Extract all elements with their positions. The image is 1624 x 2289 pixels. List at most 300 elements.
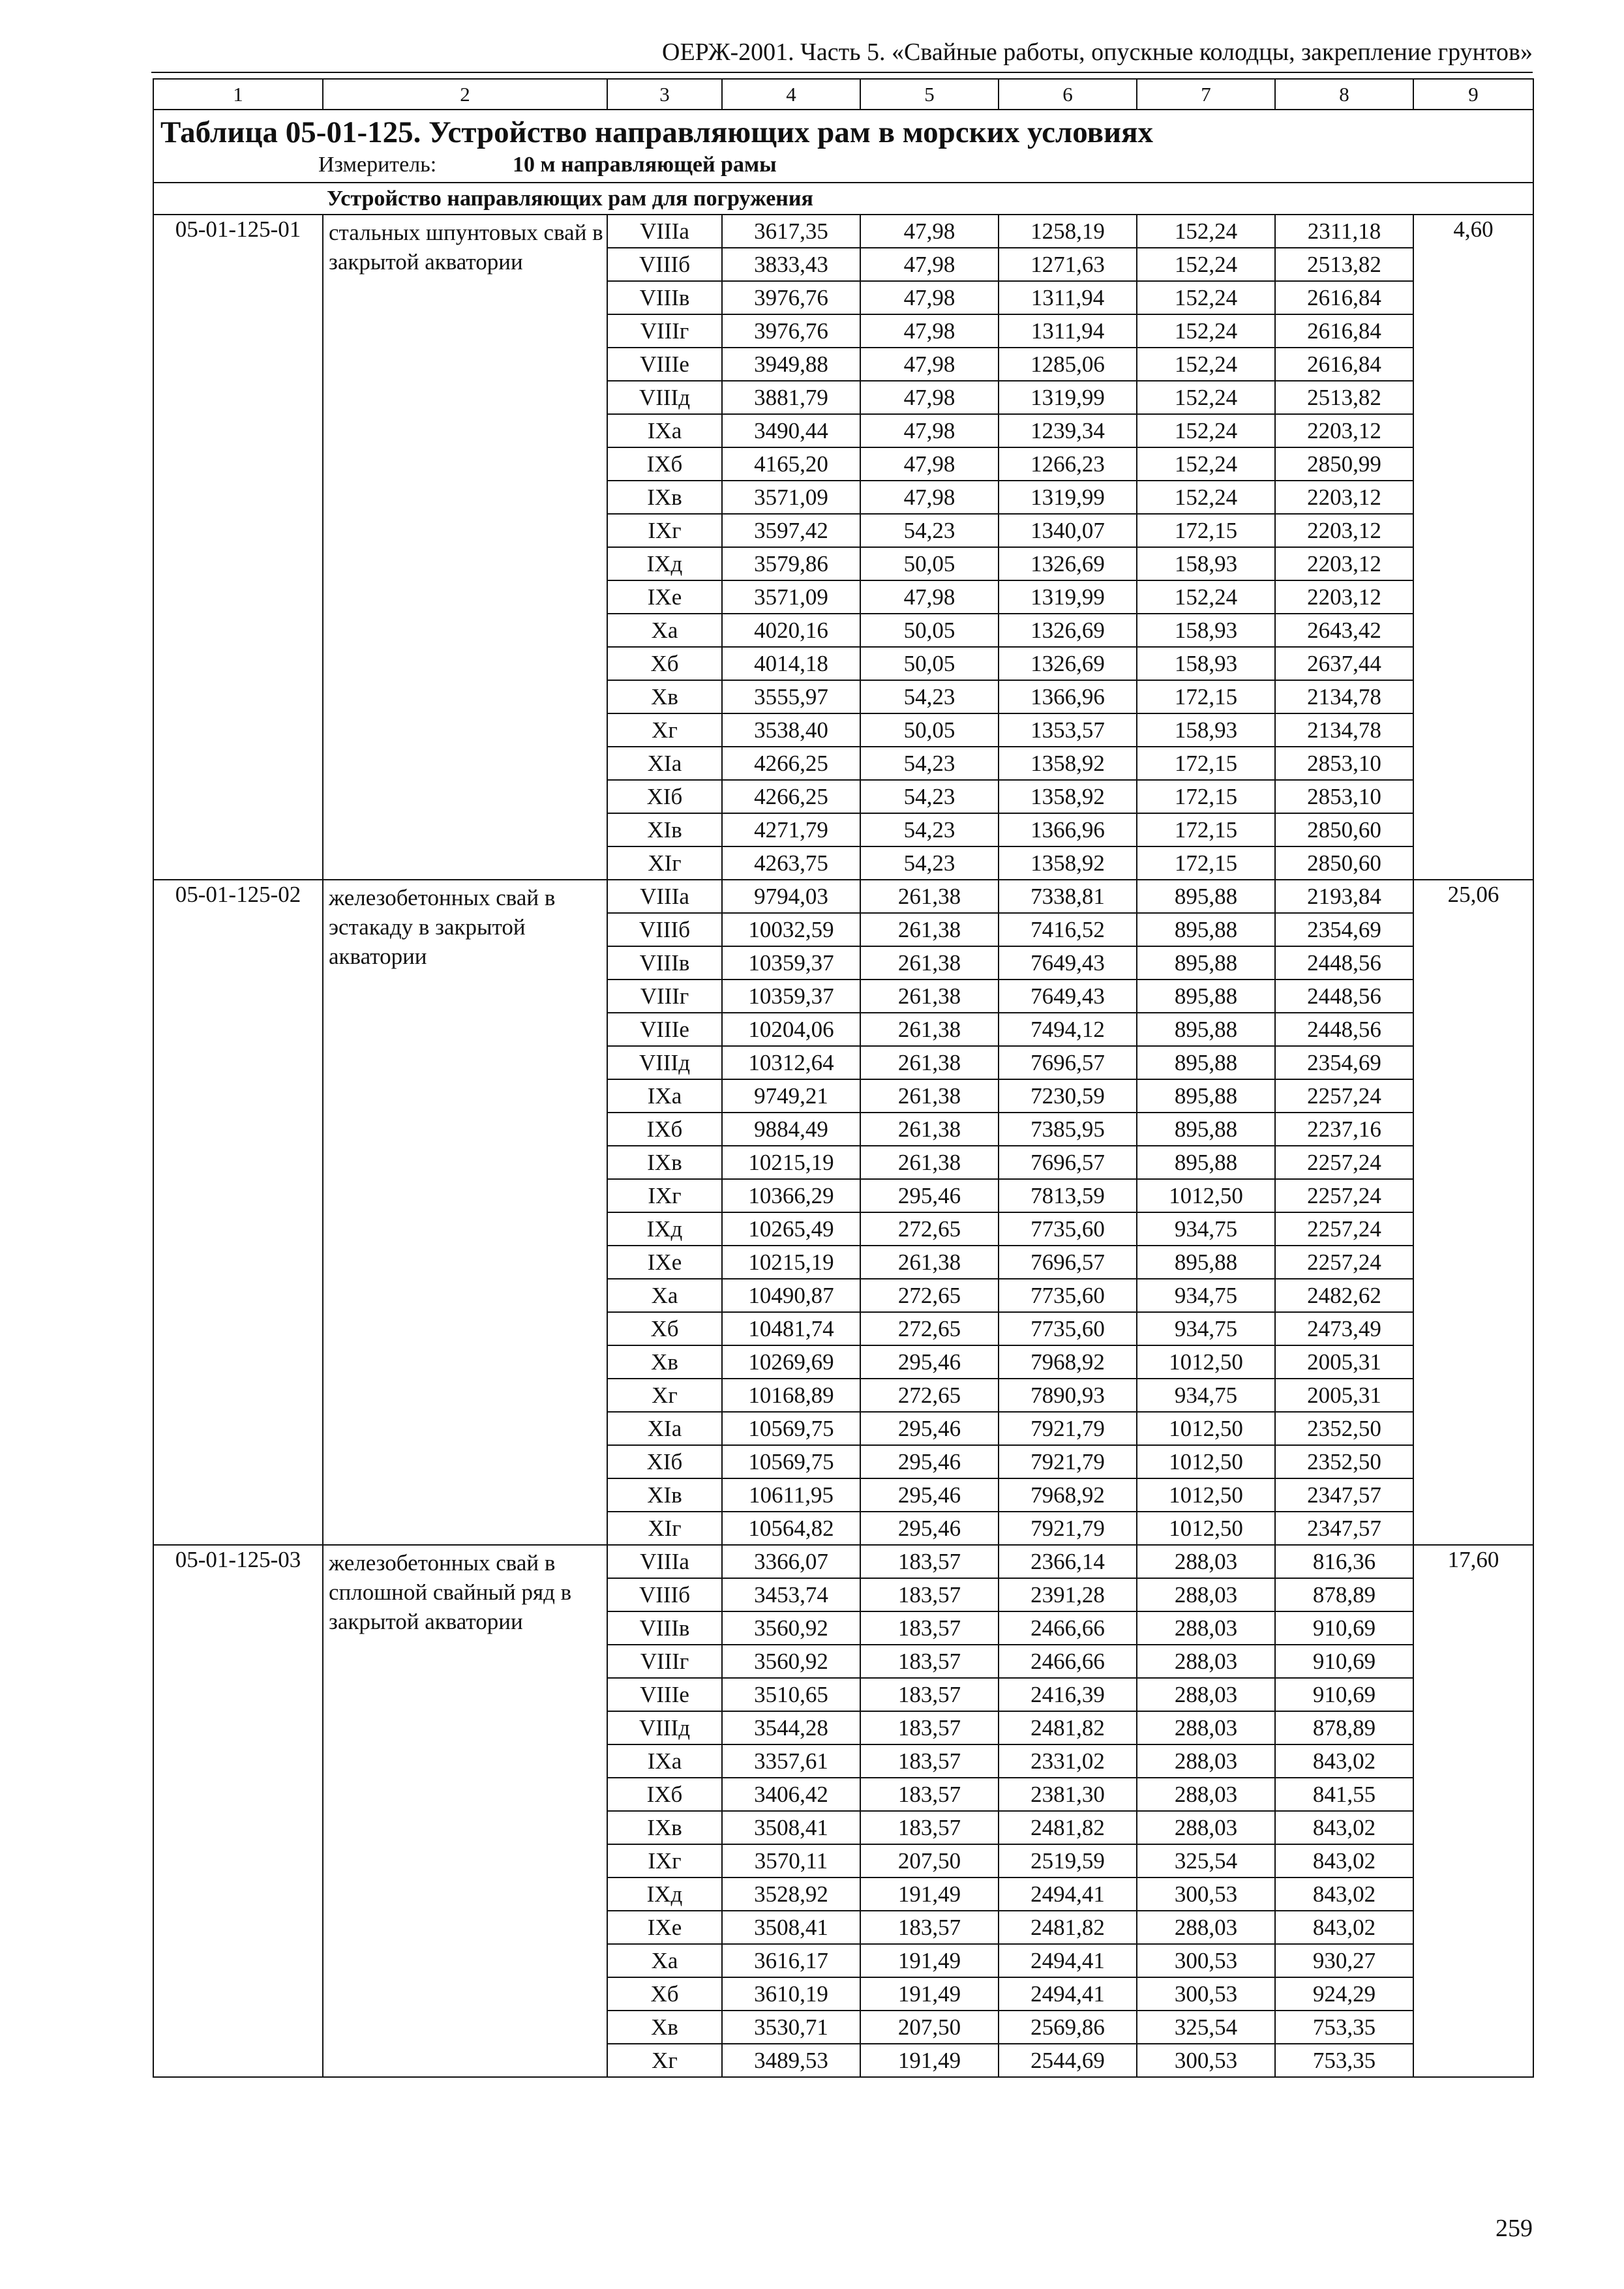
wages-cell: 183,57 — [860, 1611, 999, 1645]
zone-cell: IXг — [607, 1179, 722, 1212]
materials-cell: 2352,50 — [1275, 1445, 1413, 1478]
zone-cell: IXб — [607, 447, 722, 481]
zone-cell: XIа — [607, 747, 722, 780]
machines-cell: 1271,63 — [999, 248, 1137, 281]
price-total-cell: 10359,37 — [722, 980, 860, 1013]
machines-cell: 7696,57 — [999, 1046, 1137, 1079]
price-total-cell: 3510,65 — [722, 1678, 860, 1711]
price-total-cell: 3579,86 — [722, 547, 860, 580]
wages-cell: 272,65 — [860, 1312, 999, 1345]
machines-cell: 7735,60 — [999, 1312, 1137, 1345]
machinist-wages-cell: 172,15 — [1137, 813, 1275, 846]
machinist-wages-cell: 152,24 — [1137, 348, 1275, 381]
materials-cell: 843,02 — [1275, 1878, 1413, 1911]
wages-cell: 54,23 — [860, 680, 999, 713]
materials-cell: 878,89 — [1275, 1578, 1413, 1611]
machinist-wages-cell: 288,03 — [1137, 1578, 1275, 1611]
labor-rate-cell: 17,60 — [1413, 1545, 1533, 2077]
zone-cell: VIIIг — [607, 980, 722, 1013]
description-cell: стальных шпунтовых свай в закрытой акватории — [323, 215, 607, 880]
price-total-cell: 3453,74 — [722, 1578, 860, 1611]
machinist-wages-cell: 158,93 — [1137, 713, 1275, 747]
machines-cell: 2569,86 — [999, 2011, 1137, 2044]
materials-cell: 2850,99 — [1275, 447, 1413, 481]
price-total-cell: 4266,25 — [722, 780, 860, 813]
zone-cell: Xг — [607, 713, 722, 747]
materials-cell: 816,36 — [1275, 1545, 1413, 1578]
materials-cell: 841,55 — [1275, 1778, 1413, 1811]
machines-cell: 1311,94 — [999, 314, 1137, 348]
column-number: 1 — [153, 79, 323, 110]
wages-cell: 50,05 — [860, 547, 999, 580]
machines-cell: 7649,43 — [999, 946, 1137, 980]
wages-cell: 54,23 — [860, 747, 999, 780]
code-cell: 05-01-125-03 — [153, 1545, 323, 2077]
wages-cell: 295,46 — [860, 1478, 999, 1512]
column-number: 5 — [860, 79, 999, 110]
machines-cell: 7735,60 — [999, 1212, 1137, 1246]
materials-cell: 2853,10 — [1275, 780, 1413, 813]
wages-cell: 207,50 — [860, 1844, 999, 1878]
price-total-cell: 3560,92 — [722, 1611, 860, 1645]
wages-cell: 183,57 — [860, 1578, 999, 1611]
measure-label: Измеритель: — [318, 153, 437, 177]
machines-cell: 1358,92 — [999, 780, 1137, 813]
price-total-cell: 3597,42 — [722, 514, 860, 547]
price-total-cell: 3560,92 — [722, 1645, 860, 1678]
materials-cell: 2616,84 — [1275, 348, 1413, 381]
zone-cell: VIIIб — [607, 1578, 722, 1611]
price-total-cell: 10269,69 — [722, 1345, 860, 1379]
machinist-wages-cell: 300,53 — [1137, 1878, 1275, 1911]
machines-cell: 7494,12 — [999, 1013, 1137, 1046]
wages-cell: 47,98 — [860, 281, 999, 314]
wages-cell: 47,98 — [860, 447, 999, 481]
materials-cell: 2616,84 — [1275, 314, 1413, 348]
materials-cell: 2853,10 — [1275, 747, 1413, 780]
machines-cell: 7649,43 — [999, 980, 1137, 1013]
price-total-cell: 3530,71 — [722, 2011, 860, 2044]
materials-cell: 2203,12 — [1275, 481, 1413, 514]
price-total-cell: 3570,11 — [722, 1844, 860, 1878]
machinist-wages-cell: 895,88 — [1137, 913, 1275, 946]
zone-cell: IXв — [607, 1146, 722, 1179]
machinist-wages-cell: 152,24 — [1137, 381, 1275, 414]
materials-cell: 2482,62 — [1275, 1279, 1413, 1312]
machines-cell: 2466,66 — [999, 1645, 1137, 1678]
zone-cell: IXв — [607, 1811, 722, 1844]
price-total-cell: 3949,88 — [722, 348, 860, 381]
machines-cell: 7696,57 — [999, 1146, 1137, 1179]
wages-cell: 261,38 — [860, 1013, 999, 1046]
machines-cell: 7968,92 — [999, 1478, 1137, 1512]
wages-cell: 272,65 — [860, 1379, 999, 1412]
machinist-wages-cell: 895,88 — [1137, 946, 1275, 980]
wages-cell: 261,38 — [860, 1113, 999, 1146]
measure-line — [160, 152, 1533, 182]
wages-cell: 47,98 — [860, 314, 999, 348]
price-total-cell: 10490,87 — [722, 1279, 860, 1312]
table-title: Таблица 05-01-125. Устройство направляющих рам в морских условиях — [160, 115, 1154, 149]
machinist-wages-cell: 288,03 — [1137, 1744, 1275, 1778]
wages-cell: 295,46 — [860, 1512, 999, 1545]
materials-cell: 2637,44 — [1275, 647, 1413, 680]
machines-cell: 1319,99 — [999, 481, 1137, 514]
materials-cell: 2257,24 — [1275, 1212, 1413, 1246]
zone-cell: Xв — [607, 2011, 722, 2044]
table-row — [153, 880, 1533, 913]
price-total-cell: 9884,49 — [722, 1113, 860, 1146]
table-row — [153, 215, 1533, 248]
materials-cell: 910,69 — [1275, 1645, 1413, 1678]
wages-cell: 261,38 — [860, 1146, 999, 1179]
wages-cell: 183,57 — [860, 1811, 999, 1844]
materials-cell: 2257,24 — [1275, 1246, 1413, 1279]
machines-cell: 1366,96 — [999, 680, 1137, 713]
machinist-wages-cell: 288,03 — [1137, 1678, 1275, 1711]
zone-cell: IXг — [607, 1844, 722, 1878]
price-total-cell: 4165,20 — [722, 447, 860, 481]
column-number: 2 — [323, 79, 607, 110]
wages-cell: 47,98 — [860, 481, 999, 514]
price-total-cell: 3976,76 — [722, 281, 860, 314]
zone-cell: Xб — [607, 1312, 722, 1345]
zone-cell: VIIIа — [607, 215, 722, 248]
materials-cell: 2257,24 — [1275, 1179, 1413, 1212]
zone-cell: IXб — [607, 1778, 722, 1811]
machinist-wages-cell: 325,54 — [1137, 2011, 1275, 2044]
machines-cell: 1239,34 — [999, 414, 1137, 447]
materials-cell: 2616,84 — [1275, 281, 1413, 314]
wages-cell: 47,98 — [860, 414, 999, 447]
materials-cell: 2347,57 — [1275, 1512, 1413, 1545]
machinist-wages-cell: 934,75 — [1137, 1379, 1275, 1412]
materials-cell: 2513,82 — [1275, 248, 1413, 281]
price-total-cell: 10359,37 — [722, 946, 860, 980]
wages-cell: 295,46 — [860, 1179, 999, 1212]
materials-cell: 910,69 — [1275, 1678, 1413, 1711]
column-number: 4 — [722, 79, 860, 110]
machinist-wages-cell: 895,88 — [1137, 880, 1275, 913]
price-total-cell: 10564,82 — [722, 1512, 860, 1545]
materials-cell: 2237,16 — [1275, 1113, 1413, 1146]
zone-cell: IXд — [607, 1878, 722, 1911]
materials-cell: 843,02 — [1275, 1911, 1413, 1944]
materials-cell: 2513,82 — [1275, 381, 1413, 414]
zone-cell: IXе — [607, 1911, 722, 1944]
price-total-cell: 4271,79 — [722, 813, 860, 846]
machinist-wages-cell: 934,75 — [1137, 1279, 1275, 1312]
wages-cell: 54,23 — [860, 780, 999, 813]
machines-cell: 7813,59 — [999, 1179, 1137, 1212]
machinist-wages-cell: 288,03 — [1137, 1545, 1275, 1578]
zone-cell: VIIIа — [607, 1545, 722, 1578]
price-total-cell: 3833,43 — [722, 248, 860, 281]
machines-cell: 1326,69 — [999, 547, 1137, 580]
machinist-wages-cell: 152,24 — [1137, 580, 1275, 614]
price-total-cell: 10569,75 — [722, 1412, 860, 1445]
materials-cell: 843,02 — [1275, 1844, 1413, 1878]
labor-rate-cell: 25,06 — [1413, 880, 1533, 1545]
price-total-cell: 3357,61 — [722, 1744, 860, 1778]
page-number: 259 — [1496, 2215, 1533, 2242]
zone-cell: IXг — [607, 514, 722, 547]
column-number: 9 — [1413, 79, 1533, 110]
section-row — [153, 183, 1533, 215]
machinist-wages-cell: 895,88 — [1137, 1146, 1275, 1179]
materials-cell: 930,27 — [1275, 1944, 1413, 1977]
price-total-cell: 3508,41 — [722, 1811, 860, 1844]
materials-cell: 2203,12 — [1275, 414, 1413, 447]
column-number: 8 — [1275, 79, 1413, 110]
machines-cell: 1319,99 — [999, 580, 1137, 614]
materials-cell: 2005,31 — [1275, 1379, 1413, 1412]
wages-cell: 261,38 — [860, 1046, 999, 1079]
materials-cell: 910,69 — [1275, 1611, 1413, 1645]
zone-cell: VIIIг — [607, 1645, 722, 1678]
machinist-wages-cell: 1012,50 — [1137, 1179, 1275, 1212]
price-total-cell: 4266,25 — [722, 747, 860, 780]
price-total-cell: 3528,92 — [722, 1878, 860, 1911]
zone-cell: VIIIд — [607, 1046, 722, 1079]
price-total-cell: 10481,74 — [722, 1312, 860, 1345]
zone-cell: VIIIа — [607, 880, 722, 913]
zone-cell: VIIIв — [607, 1611, 722, 1645]
materials-cell: 2448,56 — [1275, 946, 1413, 980]
machines-cell: 2494,41 — [999, 1944, 1137, 1977]
zone-cell: VIIIв — [607, 281, 722, 314]
wages-cell: 295,46 — [860, 1412, 999, 1445]
description-cell: железобетонных свай в сплошной свайный ряд в закрытой акватории — [323, 1545, 607, 2077]
machines-cell: 2481,82 — [999, 1711, 1137, 1744]
materials-cell: 2448,56 — [1275, 980, 1413, 1013]
price-total-cell: 3617,35 — [722, 215, 860, 248]
machinist-wages-cell: 1012,50 — [1137, 1445, 1275, 1478]
machinist-wages-cell: 158,93 — [1137, 547, 1275, 580]
materials-cell: 2448,56 — [1275, 1013, 1413, 1046]
machinist-wages-cell: 288,03 — [1137, 1778, 1275, 1811]
materials-cell: 2473,49 — [1275, 1312, 1413, 1345]
price-total-cell: 3976,76 — [722, 314, 860, 348]
machinist-wages-cell: 152,24 — [1137, 314, 1275, 348]
wages-cell: 183,57 — [860, 1778, 999, 1811]
zone-cell: IXд — [607, 547, 722, 580]
machinist-wages-cell: 895,88 — [1137, 1246, 1275, 1279]
zone-cell: Xв — [607, 680, 722, 713]
machines-cell: 1285,06 — [999, 348, 1137, 381]
price-total-cell: 10611,95 — [722, 1478, 860, 1512]
column-number: 6 — [999, 79, 1137, 110]
materials-cell: 2850,60 — [1275, 846, 1413, 880]
column-number: 7 — [1137, 79, 1275, 110]
zone-cell: VIIIе — [607, 1678, 722, 1711]
machinist-wages-cell: 300,53 — [1137, 1977, 1275, 2011]
machines-cell: 7230,59 — [999, 1079, 1137, 1113]
price-total-cell: 4263,75 — [722, 846, 860, 880]
price-total-cell: 10032,59 — [722, 913, 860, 946]
machinist-wages-cell: 288,03 — [1137, 1911, 1275, 1944]
machines-cell: 1358,92 — [999, 747, 1137, 780]
machinist-wages-cell: 172,15 — [1137, 780, 1275, 813]
materials-cell: 843,02 — [1275, 1811, 1413, 1844]
section-title: Устройство направляющих рам для погружения — [153, 183, 1533, 215]
wages-cell: 54,23 — [860, 846, 999, 880]
price-total-cell: 10312,64 — [722, 1046, 860, 1079]
price-total-cell: 3881,79 — [722, 381, 860, 414]
zone-cell: IXе — [607, 580, 722, 614]
zone-cell: XIб — [607, 780, 722, 813]
materials-cell: 753,35 — [1275, 2011, 1413, 2044]
machines-cell: 1311,94 — [999, 281, 1137, 314]
machinist-wages-cell: 1012,50 — [1137, 1412, 1275, 1445]
machines-cell: 2544,69 — [999, 2044, 1137, 2077]
materials-cell: 753,35 — [1275, 2044, 1413, 2077]
price-total-cell: 9794,03 — [722, 880, 860, 913]
wages-cell: 54,23 — [860, 813, 999, 846]
price-total-cell: 3406,42 — [722, 1778, 860, 1811]
materials-cell: 878,89 — [1275, 1711, 1413, 1744]
materials-cell: 2203,12 — [1275, 580, 1413, 614]
zone-cell: XIв — [607, 813, 722, 846]
materials-cell: 2005,31 — [1275, 1345, 1413, 1379]
wages-cell: 183,57 — [860, 1645, 999, 1678]
machines-cell: 2366,14 — [999, 1545, 1137, 1578]
materials-cell: 2354,69 — [1275, 1046, 1413, 1079]
wages-cell: 191,49 — [860, 1944, 999, 1977]
materials-cell: 924,29 — [1275, 1977, 1413, 2011]
machines-cell: 1353,57 — [999, 713, 1137, 747]
price-total-cell: 3616,17 — [722, 1944, 860, 1977]
wages-cell: 295,46 — [860, 1345, 999, 1379]
wages-cell: 261,38 — [860, 880, 999, 913]
machines-cell: 7921,79 — [999, 1445, 1137, 1478]
price-total-cell: 3538,40 — [722, 713, 860, 747]
column-number: 3 — [607, 79, 722, 110]
materials-cell: 2193,84 — [1275, 880, 1413, 913]
price-total-cell: 10168,89 — [722, 1379, 860, 1412]
zone-cell: VIIIв — [607, 946, 722, 980]
zone-cell: Xа — [607, 614, 722, 647]
code-cell: 05-01-125-02 — [153, 880, 323, 1545]
wages-cell: 295,46 — [860, 1445, 999, 1478]
machinist-wages-cell: 158,93 — [1137, 614, 1275, 647]
wages-cell: 54,23 — [860, 514, 999, 547]
code-cell: 05-01-125-01 — [153, 215, 323, 880]
wages-cell: 47,98 — [860, 381, 999, 414]
machinist-wages-cell: 895,88 — [1137, 1013, 1275, 1046]
price-total-cell: 3555,97 — [722, 680, 860, 713]
machinist-wages-cell: 895,88 — [1137, 1079, 1275, 1113]
machines-cell: 1266,23 — [999, 447, 1137, 481]
materials-cell: 2257,24 — [1275, 1079, 1413, 1113]
price-total-cell: 10265,49 — [722, 1212, 860, 1246]
machinist-wages-cell: 895,88 — [1137, 980, 1275, 1013]
materials-cell: 2347,57 — [1275, 1478, 1413, 1512]
machines-cell: 1258,19 — [999, 215, 1137, 248]
zone-cell: VIIIе — [607, 1013, 722, 1046]
machinist-wages-cell: 288,03 — [1137, 1711, 1275, 1744]
machines-cell: 2481,82 — [999, 1911, 1137, 1944]
machines-cell: 7385,95 — [999, 1113, 1137, 1146]
machinist-wages-cell: 300,53 — [1137, 2044, 1275, 2077]
machines-cell: 1358,92 — [999, 846, 1137, 880]
machinist-wages-cell: 934,75 — [1137, 1312, 1275, 1345]
machines-cell: 7416,52 — [999, 913, 1137, 946]
title-row — [153, 110, 1533, 183]
machinist-wages-cell: 172,15 — [1137, 747, 1275, 780]
machinist-wages-cell: 172,15 — [1137, 846, 1275, 880]
machinist-wages-cell: 288,03 — [1137, 1611, 1275, 1645]
machines-cell: 1319,99 — [999, 381, 1137, 414]
materials-cell: 2203,12 — [1275, 547, 1413, 580]
machinist-wages-cell: 288,03 — [1137, 1645, 1275, 1678]
zone-cell: IXд — [607, 1212, 722, 1246]
machines-cell: 7921,79 — [999, 1412, 1137, 1445]
price-total-cell: 10215,19 — [722, 1246, 860, 1279]
machinist-wages-cell: 158,93 — [1137, 647, 1275, 680]
machinist-wages-cell: 300,53 — [1137, 1944, 1275, 1977]
machines-cell: 2391,28 — [999, 1578, 1137, 1611]
zone-cell: Xв — [607, 1345, 722, 1379]
zone-cell: XIг — [607, 846, 722, 880]
machinist-wages-cell: 172,15 — [1137, 514, 1275, 547]
machinist-wages-cell: 152,24 — [1137, 248, 1275, 281]
wages-cell: 261,38 — [860, 946, 999, 980]
description-cell: железобетонных свай в эстакаду в закрытой акватории — [323, 880, 607, 1545]
running-header: ОЕРЖ-2001. Часть 5. «Свайные работы, опускные колодцы, закрепление грунтов» — [662, 38, 1533, 66]
machinist-wages-cell: 152,24 — [1137, 414, 1275, 447]
price-total-cell: 3490,44 — [722, 414, 860, 447]
materials-cell: 2354,69 — [1275, 913, 1413, 946]
zone-cell: XIг — [607, 1512, 722, 1545]
wages-cell: 261,38 — [860, 980, 999, 1013]
machines-cell: 7696,57 — [999, 1246, 1137, 1279]
zone-cell: XIв — [607, 1478, 722, 1512]
zone-cell: Xа — [607, 1944, 722, 1977]
machines-cell: 2519,59 — [999, 1844, 1137, 1878]
wages-cell: 47,98 — [860, 215, 999, 248]
labor-rate-cell: 4,60 — [1413, 215, 1533, 880]
header-rule — [151, 72, 1533, 73]
zone-cell: IXа — [607, 1744, 722, 1778]
machines-cell: 1326,69 — [999, 647, 1137, 680]
zone-cell: IXе — [607, 1246, 722, 1279]
wages-cell: 183,57 — [860, 1744, 999, 1778]
machinist-wages-cell: 152,24 — [1137, 215, 1275, 248]
machines-cell: 7735,60 — [999, 1279, 1137, 1312]
column-number-row — [153, 79, 1533, 110]
zone-cell: VIIIб — [607, 248, 722, 281]
zone-cell: IXа — [607, 1079, 722, 1113]
price-total-cell: 3571,09 — [722, 481, 860, 514]
materials-cell: 2850,60 — [1275, 813, 1413, 846]
price-total-cell: 4014,18 — [722, 647, 860, 680]
materials-cell: 2134,78 — [1275, 713, 1413, 747]
zone-cell: VIIIе — [607, 348, 722, 381]
zone-cell: VIIIб — [607, 913, 722, 946]
price-total-cell: 3544,28 — [722, 1711, 860, 1744]
machines-cell: 2381,30 — [999, 1778, 1137, 1811]
price-total-cell: 10204,06 — [722, 1013, 860, 1046]
wages-cell: 183,57 — [860, 1911, 999, 1944]
materials-cell: 2203,12 — [1275, 514, 1413, 547]
wages-cell: 207,50 — [860, 2011, 999, 2044]
price-total-cell: 9749,21 — [722, 1079, 860, 1113]
machines-cell: 2494,41 — [999, 1977, 1137, 2011]
materials-cell: 2311,18 — [1275, 215, 1413, 248]
wages-cell: 183,57 — [860, 1678, 999, 1711]
zone-cell: IXв — [607, 481, 722, 514]
